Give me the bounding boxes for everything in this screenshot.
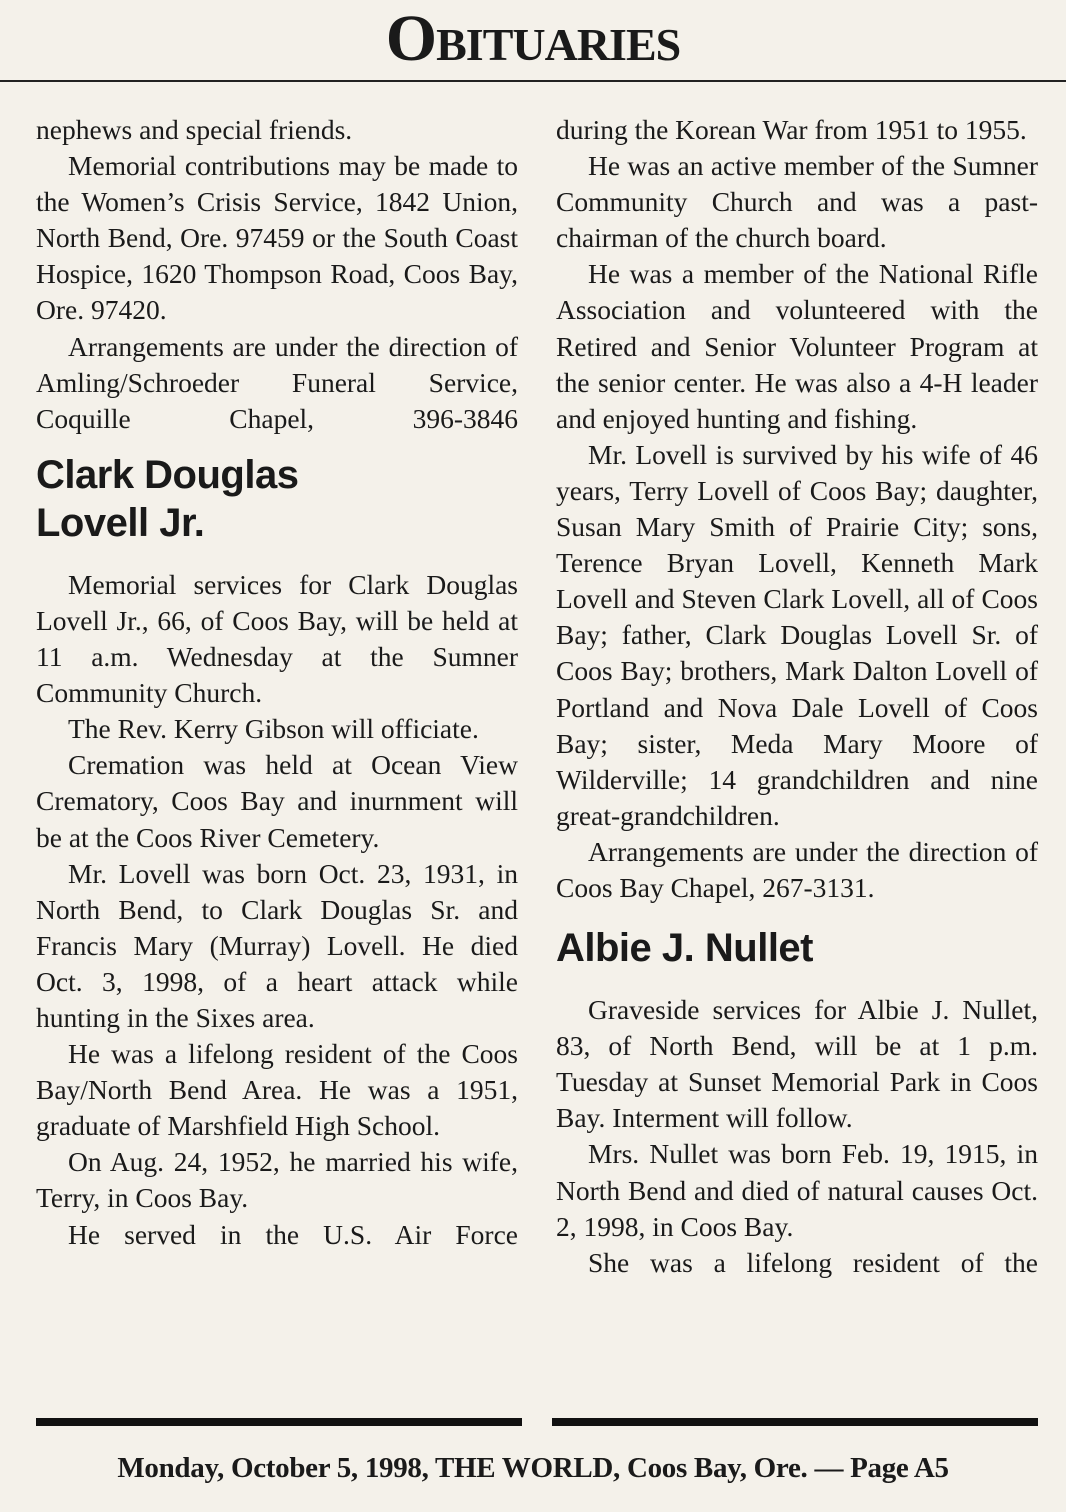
column-end-rule (552, 1418, 1038, 1426)
section-title: Obituaries (385, 2, 681, 75)
obituary-headline-nullet: Albie J. Nullet (556, 926, 813, 971)
column-end-rule (36, 1418, 522, 1426)
headline-line: Lovell Jr. (36, 500, 205, 545)
paragraph: Memorial contributions may be made to the Women’s Crisis Service, 1842 Union, North Bend, Ore. 97459 or the South Coast Hospice, 1620 Thompson Road, Coos Bay, Ore. 97420. (36, 150, 518, 326)
masthead (0, 0, 1066, 82)
paragraph: He was a member of the National Rifle Association and volunteered with the Retired and Senior Volunteer Program at the senior center. He was also a 4-H leader and enjoyed hunting and fishing. (556, 258, 1038, 434)
left-column (36, 112, 518, 1253)
paragraph: Graveside services for Albie J. Nullet, 83, of North Bend, will be at 1 p.m. Tuesday at Sunset Memorial Park in Coos Bay. Interment will follow. (556, 994, 1038, 1134)
paragraph: He served in the U.S. Air Force (68, 1218, 518, 1250)
paragraph: He was a lifelong resident of the Coos Bay/North Bend Area. He was a 1951, graduate of Marshfield High School. (36, 1038, 518, 1142)
paragraph: Mr. Lovell is survived by his wife of 46 years, Terry Lovell of Coos Bay; daughter, Susan Mary Smith of Prairie City; sons, Terence Bryan Lovell, Kenneth Mark Lovell and Steven Clark Lovell, all of Coos Bay; father, Clark Douglas Lovell Sr. of Coos Bay; brothers, Mark Dalton Lovell of Portland and Nova Dale Lovell of Coos Bay; sister, Meda Mary Moore of Wilderville; 14 grandchildren and nine great-grandchildren. (556, 438, 1038, 831)
continued-paragraph: during the Korean War from 1951 to 1955. (556, 114, 1027, 145)
paragraph: Mrs. Nullet was born Feb. 19, 1915, in North Bend and died of natural causes Oct. 2, 1998, in Coos Bay. (556, 1138, 1038, 1242)
paragraph: He was an active member of the Sumner Community Church and was a past-chairman of the church board. (556, 150, 1038, 254)
paragraph: She was a lifelong resident of the (588, 1246, 1038, 1278)
paragraph: Memorial services for Clark Douglas Lovell Jr., 66, of Coos Bay, will be held at 11 a.m. Wednesday at the Sumner Community Church. (36, 568, 518, 709)
paragraph: Arrangements are under the direction of Amling/Schroeder Funeral Service, Coquille Chapel, 396-3846 (36, 330, 518, 434)
paragraph: Mr. Lovell was born Oct. 23, 1931, in North Bend, to Clark Douglas Sr. and Francis Mary (Murray) Lovell. He died Oct. 3, 1998, of a heart attack while hunting in the Sixes area. (36, 857, 518, 1033)
masthead-rule (0, 80, 1066, 82)
obituary-headline-lovell (36, 451, 518, 547)
page-footer: Monday, October 5, 1998, THE WORLD, Coos Bay, Ore. — Page A5 (117, 1452, 949, 1484)
paragraph: Cremation was held at Ocean View Crematory, Coos Bay and inurnment will be at the Coos River Cemetery. (36, 749, 518, 853)
paragraph: The Rev. Kerry Gibson will officiate. (68, 713, 479, 745)
continued-paragraph: nephews and special friends. (36, 114, 353, 145)
headline-line: Clark Douglas (36, 452, 299, 497)
right-column (556, 112, 1038, 1281)
paragraph: Arrangements are under the direction of Coos Bay Chapel, 267-3131. (556, 835, 1038, 903)
paragraph: On Aug. 24, 1952, he married his wife, Terry, in Coos Bay. (36, 1146, 518, 1214)
